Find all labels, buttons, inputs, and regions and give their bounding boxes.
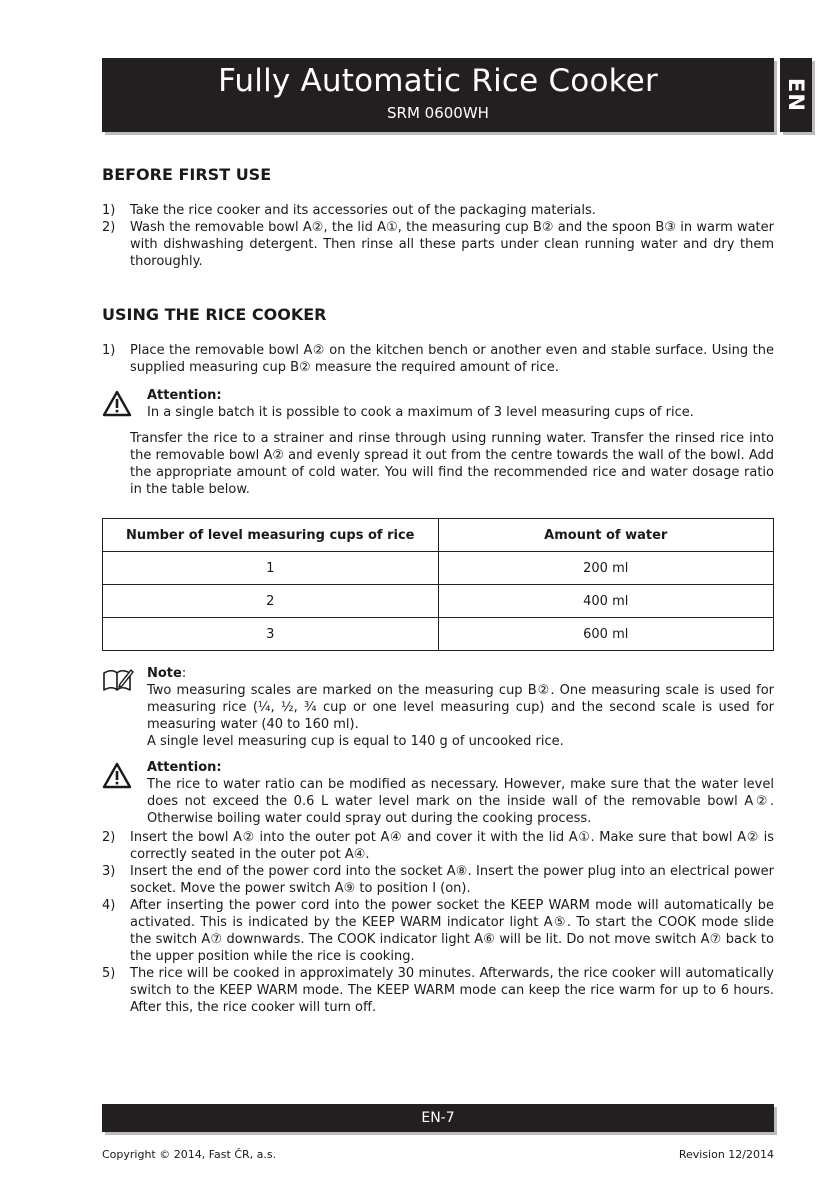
step-number: 3)	[102, 864, 116, 879]
step-text: After inserting the power cord into the power socket the KEEP WARM mode will automatically be activated. This is indicated by the KEEP WARM indicator light A⑤. To start the COOK mode slide the switch A⑦ downwards. The COOK indicator light A⑥ will be lit. Do not move switch A⑦ back to the upper position while the rice is cooking.	[130, 898, 774, 964]
step-number: 1)	[102, 203, 116, 218]
list-item	[102, 897, 774, 965]
list-item	[102, 202, 774, 219]
revision-text: Revision 12/2014	[678, 1148, 774, 1161]
attention-text: In a single batch it is possible to cook a maximum of 3 level measuring cups of rice.	[147, 405, 694, 420]
step-number: 1)	[102, 343, 116, 358]
note-text: Two measuring scales are marked on the measuring cup B②. One measuring scale is used for measuring rice (¼, ½, ¾ cup or one level measuring cup) and the second scale is used for measuring water (40 to 160 ml).	[147, 683, 774, 732]
step-number: 4)	[102, 898, 116, 913]
using-rice-cooker-heading: USING THE RICE COOKER	[102, 305, 327, 324]
before-first-use-steps	[102, 202, 774, 270]
using-steps-first	[102, 342, 774, 376]
list-item	[102, 219, 774, 270]
table-cell: 2	[103, 585, 439, 618]
table-cell: 600 ml	[438, 618, 774, 651]
step-text: Take the rice cooker and its accessories out of the packaging materials.	[130, 203, 596, 218]
note-pencil-icon	[102, 667, 134, 698]
page-number-bar	[102, 1104, 774, 1132]
attention-notice-second	[102, 759, 774, 827]
table-cell: 400 ml	[438, 585, 774, 618]
table-row	[103, 618, 774, 651]
step-number: 5)	[102, 966, 116, 981]
step-number: 2)	[102, 220, 116, 235]
table-cell: 3	[103, 618, 439, 651]
list-item	[102, 965, 774, 1016]
note-title: Note	[147, 666, 182, 681]
column-header: Number of level measuring cups of rice	[103, 519, 439, 552]
step-text: Insert the end of the power cord into the socket A⑧. Insert the power plug into an electrical power socket. Move the power switch A⑨ to position I (on).	[130, 864, 774, 896]
before-first-use-heading: BEFORE FIRST USE	[102, 165, 272, 184]
column-header: Amount of water	[438, 519, 774, 552]
table-row	[103, 552, 774, 585]
attention-title: Attention:	[147, 388, 222, 403]
warning-triangle-icon	[102, 762, 132, 794]
table-cell: 1	[103, 552, 439, 585]
transfer-paragraph: Transfer the rice to a strainer and rinse through using running water. Transfer the rinsed rice into the removable bowl A② and evenly spread it out from the centre towards the wall of the bowl. Add the appropriate amount of cold water. You will find the recommended rice and water dosage ratio in the table below.	[130, 431, 774, 497]
list-item	[102, 342, 774, 376]
step-text: The rice will be cooked in approximately 30 minutes. Afterwards, the rice cooker will automatically switch to the KEEP WARM mode. The KEEP WARM mode can keep the rice warm for up to 6 hours. After this, the rice cooker will turn off.	[130, 966, 774, 1015]
step-text: Place the removable bowl A② on the kitchen bench or another even and stable surface. Using the supplied measuring cup B② measure the required amount of rice.	[130, 343, 774, 375]
language-tab	[780, 58, 812, 132]
step-number: 2)	[102, 830, 116, 845]
step-text: Insert the bowl A② into the outer pot A④ and cover it with the lid A①. Make sure that bowl A② is correctly seated in the outer pot A④.	[130, 830, 774, 862]
table-header-row	[103, 519, 774, 552]
using-steps-rest	[102, 829, 774, 1016]
attention-title: Attention:	[147, 760, 222, 775]
attention-notice	[102, 387, 774, 421]
page-content	[102, 164, 774, 1016]
table-row	[103, 585, 774, 618]
copyright-text: Copyright © 2014, Fast ČR, a.s.	[102, 1148, 277, 1161]
rice-water-table	[102, 518, 774, 651]
note-title-line: Note:	[147, 666, 187, 681]
list-item	[102, 829, 774, 863]
list-item	[102, 863, 774, 897]
warning-triangle-icon	[102, 390, 132, 422]
step-text: Wash the removable bowl A②, the lid A①, the measuring cup B② and the spoon B③ in warm water with dishwashing detergent. Then rinse all these parts under clean running water and dry them thoroughly.	[130, 220, 774, 269]
title-banner	[102, 58, 774, 132]
document-title: Fully Automatic Rice Cooker	[218, 63, 658, 99]
model-number: SRM 0600WH	[387, 104, 489, 122]
language-code: EN	[784, 78, 808, 112]
note-text-second: A single level measuring cup is equal to 140 g of uncooked rice.	[147, 734, 564, 749]
page-number: EN-7	[421, 1110, 455, 1126]
attention-text: The rice to water ratio can be modified as necessary. However, make sure that the water level does not exceed the 0.6 L water level mark on the inside wall of the removable bowl A②. Otherwise boiling water could spray out during the cooking process.	[147, 777, 774, 826]
table-cell: 200 ml	[438, 552, 774, 585]
note-notice	[102, 665, 774, 750]
